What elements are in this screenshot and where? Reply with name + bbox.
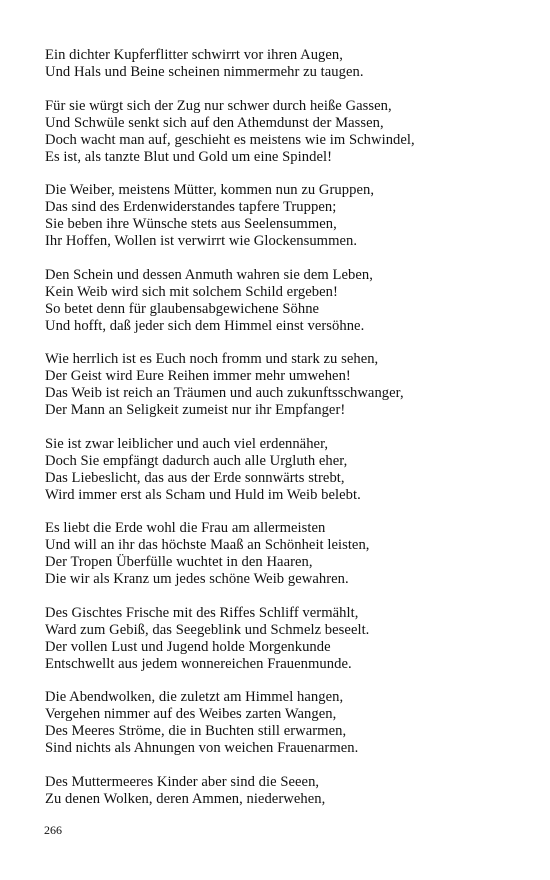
poem-line: Die Weiber, meistens Mütter, kommen nun zu Gruppen,: [45, 182, 375, 198]
poem-line: Doch Sie empfängt dadurch auch alle Urgluth eher,: [45, 452, 348, 469]
poem-line: Den Schein und dessen Anmuth wahren sie dem Leben,: [45, 266, 373, 283]
stanza: [45, 267, 515, 335]
poem-line: Sie beben ihre Wünsche stets aus Seelensummen,: [45, 216, 337, 232]
poem-line: Doch wacht man auf, geschieht es meistens wie im Schwindel,: [45, 131, 415, 148]
poem-line: Wie herrlich ist es Euch noch fromm und stark zu sehen,: [45, 351, 379, 367]
poem-line: Das sind des Erdenwiderstandes tapfere Truppen;: [45, 199, 337, 215]
poem-line: Der Tropen Überfülle wuchtet in den Haaren,: [45, 554, 313, 570]
poem-line: Das Liebeslicht, das aus der Erde sonnwärts strebt,: [45, 469, 345, 486]
poem-line: Und Schwüle senkt sich auf den Athemdunst der Massen,: [45, 114, 384, 131]
poem-line: So betet denn für glaubensabgewichene Söhne: [45, 300, 320, 317]
page-number: 266: [44, 823, 62, 837]
poem-line: Des Meeres Ströme, die in Buchten still erwarmen,: [45, 723, 347, 739]
poem-line: Sie ist zwar leiblicher und auch viel erdennäher,: [45, 435, 329, 452]
poem-line: Ein dichter Kupferflitter schwirrt vor ihren Augen,: [45, 47, 343, 63]
poem-line: Wird immer erst als Scham und Huld im Weib belebt.: [45, 486, 361, 503]
poem-line: Zu denen Wolken, deren Ammen, niederwehen,: [45, 790, 326, 807]
poem-line: Der Geist wird Eure Reihen immer mehr umwehen!: [45, 368, 351, 384]
poem-line: Der Mann an Seligkeit zumeist nur ihr Empfanger!: [45, 402, 346, 418]
stanza: [45, 605, 515, 673]
poem-line: Des Gischtes Frische mit des Riffes Schliff vermählt,: [45, 604, 359, 621]
stanza: [45, 689, 515, 757]
poem-line: Ihr Hoffen, Wollen ist verwirrt wie Glockensummen.: [45, 233, 358, 249]
poem-line: Kein Weib wird sich mit solchem Schild ergeben!: [45, 283, 338, 300]
poem-line: Es ist, als tanzte Blut und Gold um eine Spindel!: [45, 148, 332, 165]
poem-line: Vergehen nimmer auf des Weibes zarten Wangen,: [45, 706, 337, 722]
poem-body: [45, 47, 515, 824]
stanza: [45, 520, 515, 588]
poem-line: Sind nichts als Ahnungen von weichen Frauenarmen.: [45, 740, 359, 756]
poem-line: Ward zum Gebiß, das Seegeblink und Schmelz beseelt.: [45, 621, 370, 638]
poem-line: Und hofft, daß jeder sich dem Himmel einst versöhne.: [45, 317, 365, 334]
stanza: [45, 436, 515, 504]
poem-line: Der vollen Lust und Jugend holde Morgenkunde: [45, 638, 331, 655]
poem-line: Entschwellt aus jedem wonnereichen Frauenmunde.: [45, 655, 352, 672]
poem-line: Und Hals und Beine scheinen nimmermehr zu taugen.: [45, 64, 364, 80]
poem-line: Das Weib ist reich an Träumen und auch zukunftsschwanger,: [45, 385, 404, 401]
poem-line: Des Muttermeeres Kinder aber sind die Seeen,: [45, 773, 320, 790]
poem-line: Die Abendwolken, die zuletzt am Himmel hangen,: [45, 689, 344, 705]
stanza: [45, 182, 515, 250]
stanza: [45, 774, 515, 808]
poem-line: Es liebt die Erde wohl die Frau am allermeisten: [45, 520, 326, 536]
stanza: [45, 47, 515, 81]
poem-line: Die wir als Kranz um jedes schöne Weib gewahren.: [45, 571, 349, 587]
poem-line: Und will an ihr das höchste Maaß an Schönheit leisten,: [45, 537, 370, 553]
stanza: [45, 98, 515, 166]
stanza: [45, 351, 515, 419]
poem-line: Für sie würgt sich der Zug nur schwer durch heiße Gassen,: [45, 97, 392, 114]
